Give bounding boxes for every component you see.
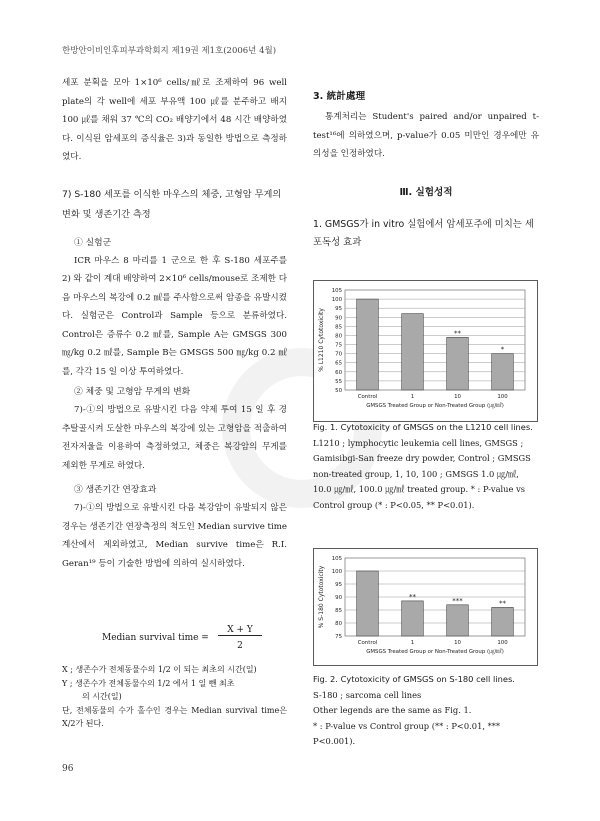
- significance-mark: *: [500, 345, 505, 354]
- bar: [357, 299, 379, 390]
- sub1-text: ICR 마우스 8 마리를 1 군으로 한 후 S-180 세포주를 2) 와 같이 계대 배양하여 2×10⁶ cells/mouse로 조제한 다음 마우스의 복강에 0.2 ㎖를 주사함으로써 암종을 유발시켰다. 실험군은 Control과 Sample 등으로 분류하였다. Control은 증류수 0.2 ㎖를, Sample A는 GMSGS 300 ㎎/kg 0.2 ㎖를, Sample B는 GMSGS 500 ㎎/kg 0.2 ㎖를, 각각 15 일 이상 투여하였다.: [62, 255, 287, 377]
- x-axis-label: GMSGS Treated Group or Non-Treated Group (㎍/㎖): [366, 403, 504, 409]
- x-tick-label: 1: [410, 394, 415, 400]
- bar: [492, 607, 514, 636]
- x-tick-label: 10: [454, 640, 461, 646]
- y-tick-label: 80: [335, 333, 342, 340]
- bar: [357, 571, 379, 636]
- y-tick-label: 105: [331, 288, 342, 294]
- bar: [402, 314, 424, 390]
- formula-denominator: 2: [237, 641, 243, 651]
- y-axis-label: % S-180 Cytotoxicity: [318, 565, 325, 629]
- def-y-line1: Y ; 생존수가 전체동물수의 1/2 에서 1 일 뺀 최초: [62, 678, 235, 688]
- sec3-title: 3. 統計處理: [313, 91, 366, 102]
- journal-header: 한방안이비인후피부과학회지 제19권 제1호(2006년 4월): [62, 46, 277, 56]
- x-tick-label: 10: [454, 394, 461, 400]
- res1-title: 1. GMSGS가 in vitro 실험에서 암세포주에 미치는 세포독성 효과: [313, 218, 534, 248]
- y-tick-label: 105: [331, 556, 342, 562]
- def-x: X ; 생존수가 전체동물수의 1/2 이 되는 최초의 시간(일): [62, 665, 257, 674]
- y-tick-label: 90: [335, 595, 342, 601]
- sub2-text: 7)-①의 방법으로 유발시킨 다음 약제 투여 15 일 후 경추탈골시켜 도살한 마우스의 복강에 있는 고형암을 적출하여 전자저울을 이용하여 측정하였고, 체중은 복강암의 무게를 제외한 무게로 하였다.: [62, 405, 287, 471]
- x-tick-label: 100: [497, 640, 508, 646]
- y-tick-label: 85: [335, 324, 342, 331]
- definitions: [62, 663, 287, 731]
- y-tick-label: 70: [335, 351, 342, 358]
- sub1-title: ① 실험군: [74, 237, 112, 248]
- fig2-caption-title: Fig. 2. Cytotoxicity of GMSGS on S-180 cell lines.: [313, 674, 515, 684]
- fig1-caption-body: L1210 ; lymphocytic leukemia cell lines, GMSGS ; Gamisibgi-San freeze dry powder, Control ; GMSGS non-treated group, 1, 10, 100 ; GMSGS 1.0 ㎍/㎖, 10.0 ㎍/㎖, 100.0 ㎍/㎖ treated group. * : P-value vs Control group (* : P<0.05, ** P<0.01).: [313, 437, 531, 510]
- significance-mark: **: [499, 599, 506, 608]
- def-y-line2: 의 시간(일): [82, 692, 122, 701]
- x-tick-label: Control: [357, 640, 378, 646]
- fig2-caption: [313, 672, 539, 750]
- sec3-text: 통계처리는 Student's paired and/or unpaired t-test¹⁶에 의하였으며, p-value가 0.05 미만인 경우에만 유의성을 인정하였다.: [313, 112, 539, 159]
- bar: [492, 354, 514, 390]
- results-title: Ⅲ. 실험성적: [399, 186, 453, 198]
- fig1-caption: [313, 420, 539, 513]
- significance-mark: ***: [452, 596, 463, 605]
- sub3-title: ③ 생존기간 연장효과: [74, 485, 157, 495]
- y-tick-label: 75: [335, 342, 342, 349]
- bar: [447, 337, 469, 390]
- y-tick-label: 100: [331, 569, 342, 575]
- y-tick-label: 55: [335, 378, 342, 385]
- formula-numerator: X + Y: [218, 625, 262, 636]
- formula-label: Median survival time =: [102, 633, 209, 643]
- bar: [402, 601, 424, 636]
- y-tick-label: 90: [335, 315, 342, 322]
- right-column: [313, 88, 539, 252]
- fig2-caption-body2: Other legends are the same as Fig. 1.: [313, 705, 472, 715]
- bar: [447, 605, 469, 636]
- y-axis-label: % L1210 Cytotoxicity: [318, 308, 325, 372]
- y-tick-label: 95: [335, 582, 342, 588]
- fig2-caption-body1: S-180 ; sarcoma cell lines: [313, 689, 422, 700]
- x-axis-label: GMSGS Treated Group or Non-Treated Group (㎍/㎖): [366, 649, 504, 655]
- y-tick-label: 65: [335, 360, 342, 367]
- y-tick-label: 95: [335, 306, 342, 313]
- def-note: 단, 전체동물의 수가 홀수인 경우는 Median survival time은 X/2가 된다.: [62, 705, 287, 728]
- x-tick-label: 1: [410, 640, 415, 646]
- y-tick-label: 100: [331, 297, 342, 304]
- fig1-caption-title: Fig. 1. Cytotoxicity of GMSGS on the L1210 cell lines.: [313, 422, 533, 432]
- chart-s180: [313, 548, 538, 666]
- sub3-text: 7)-①의 방법으로 유발시킨 다음 복강암이 유발되지 않은 경우는 생존기간 연장측정의 척도인 Median survive time 계산에서 제외하였고, Median survive time은 R.I. Geran¹⁹ 등이 기술한 방법에 의하여 실시하였다.: [62, 503, 287, 569]
- section7-title: 7) S-180 세포를 이식한 마우스의 체중, 고형암 무게의 변화 및 생존기간 측정: [62, 188, 282, 220]
- x-tick-label: 100: [497, 394, 508, 400]
- page-number: 96: [62, 764, 74, 774]
- sub2-title: ② 체중 및 고형암 무게의 변화: [74, 387, 191, 397]
- fig2-caption-body3: * : P-value vs Control group (** : P<0.01, *** P<0.001).: [313, 720, 501, 746]
- y-tick-label: 60: [335, 369, 342, 376]
- y-tick-label: 85: [335, 608, 342, 614]
- significance-mark: **: [454, 329, 461, 338]
- intro-paragraph: 세포 분획을 모아 1×10⁶ cells/㎖로 조제하여 96 well plate의 각 well에 세포 부유액 100 ㎕를 분주하고 배지 100 ㎕를 채워 37 ℃의 CO₂ 배양기에서 48 시간 배양하였다. 이식된 암세포의 증식율은 3)과 동일한 방법으로 측정하였다.: [62, 78, 287, 162]
- significance-mark: **: [409, 592, 416, 601]
- y-tick-label: 80: [335, 621, 342, 627]
- left-column: [62, 74, 287, 573]
- x-tick-label: Control: [357, 394, 378, 400]
- y-tick-label: 75: [335, 634, 342, 640]
- y-tick-label: 50: [335, 388, 342, 394]
- chart-l1210: [313, 280, 538, 422]
